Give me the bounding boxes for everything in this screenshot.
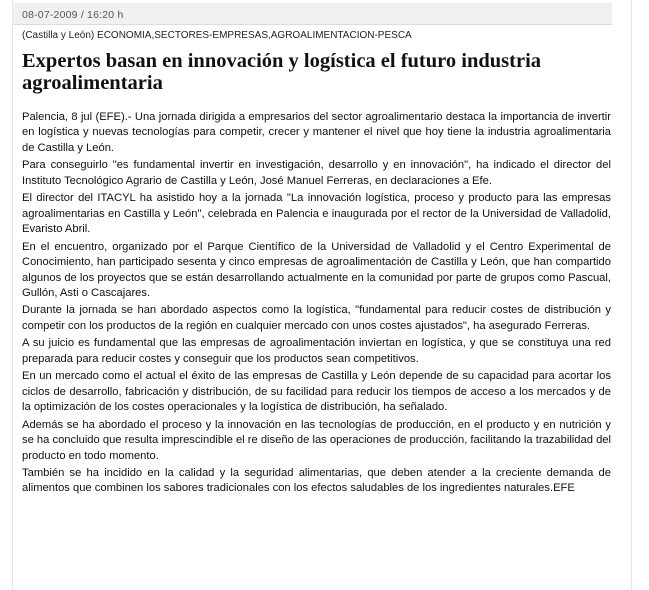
article-paragraph: A su juicio es fundamental que las empresas de agroalimentación inviertan en logística, y que se constituya una red preparada para reducir costes y conseguir que los productos sean competitivos.	[22, 337, 611, 365]
article-headline: Expertos basan en innovación y logística el futuro industria agroalimentaria	[22, 50, 542, 94]
article-paragraph: Palencia, 8 jul (EFE).- Una jornada dirigida a empresarios del sector agroalimentario destaca la importancia de invertir en logística y nuevas tecnologías para competir, crecer y mantener el nivel que hoy tiene la industria agroalimentaria de Castilla y León.	[22, 111, 611, 154]
article-paragraph: El director del ITACYL ha asistido hoy a la jornada "La innovación logística, proceso y producto para las empresas agroalimentarias en Castilla y León", celebrada en Palencia e inaugurada por el rector de la Universidad de Valladolid, Evaristo Abril.	[22, 192, 611, 236]
article-paragraph: En el encuentro, organizado por el Parque Científico de la Universidad de Valladolid y el Centro Experimental de Conocimiento, han participado sesenta y cinco empresas de agroalimentación de Castilla y León, que han compartido algunos de los proyectos que se están desarrollando actualmente en la comunidad por parte de grupos como Pascual, Gullón, Asti o Cascajares.	[22, 240, 611, 299]
article-paragraph: En un mercado como el actual el éxito de las empresas de Castilla y León depende de su capacidad para acortar los ciclos de desarrollo, fabricación y distribución, de su facilidad para reducir los tiempos de acceso a los mercados y de la optimización de los costes operacionales y la logística de distribución, ha señalado.	[22, 370, 611, 414]
article-paragraph: También se ha incidido en la calidad y la seguridad alimentarias, que deben atender a la creciente demanda de alimentos que combinen los sabores tradicionales con los efectos saludables de los ingredientes naturales.EFE	[22, 466, 611, 495]
article-body	[22, 110, 611, 499]
article-paragraph: Durante la jornada se han abordado aspectos como la logística, "fundamental para reducir costes de distribución y competir con los productos de la región en cualquier mercado con unos costes ajustados", ha asegurado Ferreras.	[22, 304, 611, 332]
article-category: (Castilla y León) ECONOMIA,SECTORES-EMPRESAS,AGROALIMENTACION-PESCA	[22, 30, 412, 41]
article-paragraph: Además se ha abordado el proceso y la innovación en las tecnologías de producción, en el producto y en nutrición y se ha concluido que resulta imprescindible el re diseño de las operaciones de producción, facilitando la trazabilidad del producto en todo momento.	[22, 418, 611, 462]
article-datetime: 08-07-2009 / 16:20 h	[22, 9, 124, 21]
article-paragraph: Para conseguirlo "es fundamental invertir en investigación, desarrollo y en innovación", ha indicado el director del Instituto Tecnológico Agrario de Castilla y León, José Manuel Ferreras, en declaraciones a Efe.	[22, 159, 611, 187]
